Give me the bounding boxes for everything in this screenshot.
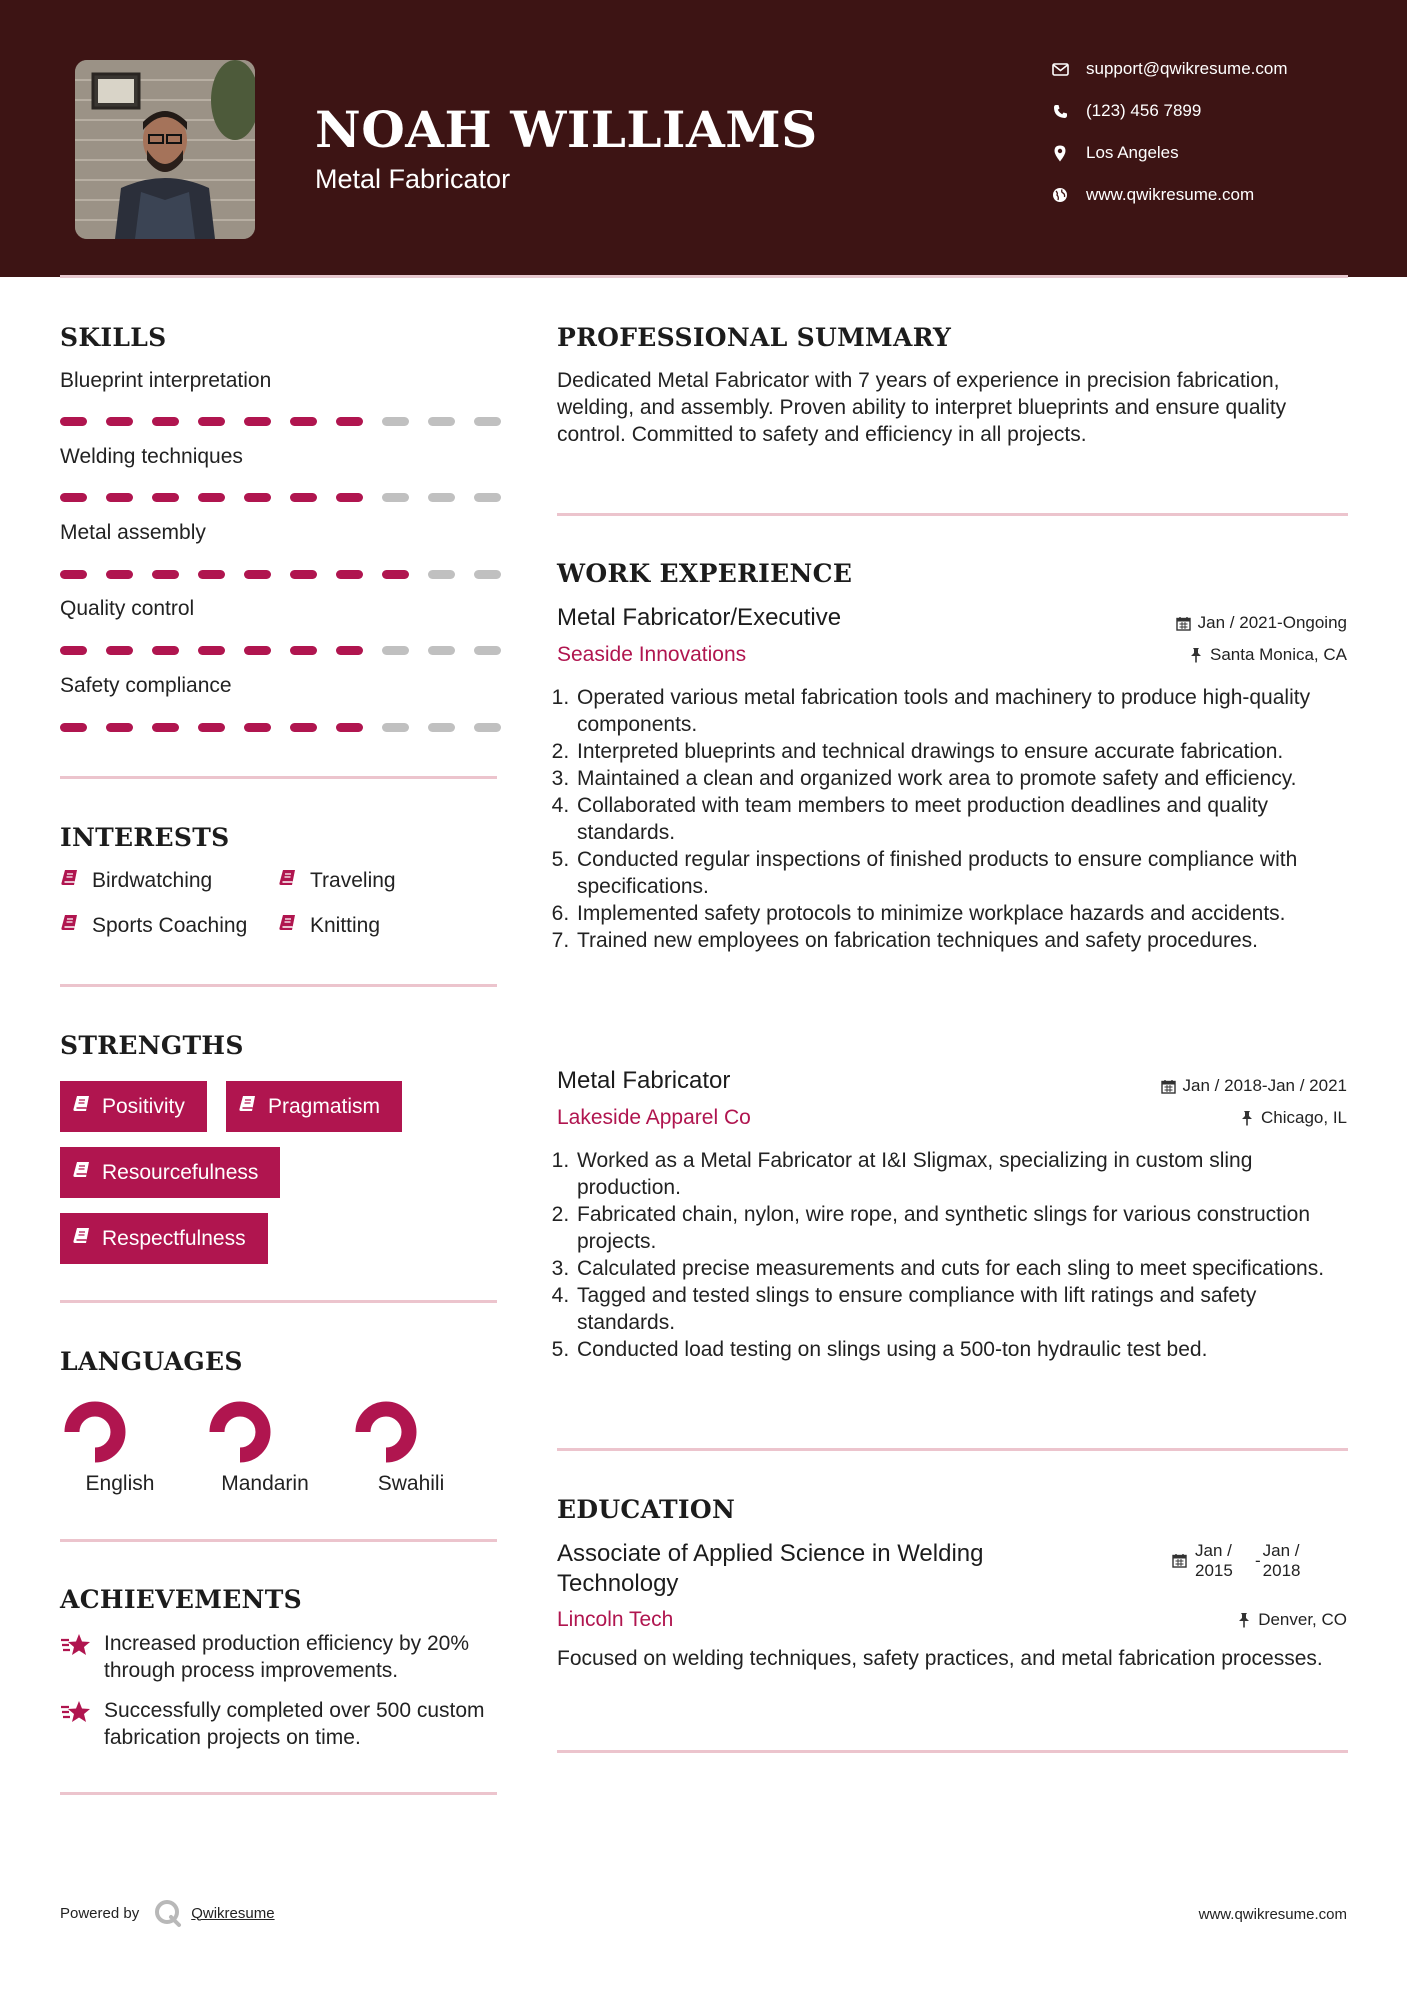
interest-item: [60, 868, 212, 893]
job-title: Metal Fabricator: [557, 1067, 731, 1094]
job-location: [1189, 645, 1347, 665]
section-divider: [557, 1448, 1348, 1451]
achievement-text: Successfully completed over 500 custom fabrication projects on time.: [104, 1699, 485, 1749]
education-start: [1195, 1541, 1247, 1581]
skill-dot-filled: [336, 493, 363, 502]
skill-rating: [60, 417, 501, 426]
skill-label: Metal assembly: [60, 521, 206, 544]
skill-dot-filled: [106, 723, 133, 732]
strength-tag: [60, 1147, 280, 1198]
achievement-item: [60, 1697, 500, 1751]
education-date-separator: -: [1255, 1551, 1261, 1570]
achievements-heading: ACHIEVEMENTS: [60, 1585, 302, 1614]
job-location-text: Santa Monica, CA: [1209, 645, 1347, 664]
skill-dot-empty: [382, 417, 409, 426]
skill-dot-filled: [60, 493, 87, 502]
interest-label: Traveling: [310, 868, 396, 892]
job-location: [1240, 1108, 1347, 1128]
candidate-role: Metal Fabricator: [315, 164, 511, 194]
duty-item: 7. Trained new employees on fabrication techniques and safety procedures.: [575, 927, 1352, 954]
language-label: Swahili: [377, 1472, 445, 1495]
contact-phone-text: (123) 456 7899: [1086, 101, 1202, 120]
section-divider: [60, 1539, 497, 1542]
duty-item: 2. Fabricated chain, nylon, wire rope, and synthetic slings for various construction projects.: [575, 1201, 1352, 1255]
strength-label: Positivity: [102, 1094, 185, 1118]
skills-heading: SKILLS: [60, 323, 167, 352]
skill-dot-filled: [336, 646, 363, 655]
duty-item: 6. Implemented safety protocols to minimize workplace hazards and accidents.: [575, 900, 1352, 927]
skill-dot-empty: [428, 493, 455, 502]
book-icon: [72, 1094, 92, 1119]
skill-dot-empty: [474, 646, 501, 655]
skill-dot-filled: [244, 646, 271, 655]
book-icon: [60, 868, 80, 893]
languages-heading: LANGUAGES: [60, 1347, 243, 1376]
skill-dot-filled: [336, 570, 363, 579]
skill-dot-empty: [428, 417, 455, 426]
interest-item: [278, 868, 396, 893]
skill-rating: [60, 570, 501, 579]
skill-dot-empty: [474, 493, 501, 502]
skill-dot-filled: [198, 570, 225, 579]
language-label: English: [85, 1472, 155, 1495]
company-name: Seaside Innovations: [557, 643, 747, 666]
school-name: Lincoln Tech: [557, 1608, 674, 1631]
skill-dot-empty: [382, 646, 409, 655]
book-icon: [238, 1094, 258, 1119]
skill-dot-filled: [106, 493, 133, 502]
skill-dot-filled: [106, 417, 133, 426]
job-title: Metal Fabricator/Executive: [557, 604, 842, 631]
contact-website[interactable]: [1050, 180, 1350, 210]
skill-dot-filled: [198, 646, 225, 655]
language-item: [200, 1398, 330, 1495]
strength-label: Resourcefulness: [102, 1160, 259, 1184]
education-location: [1237, 1610, 1347, 1630]
contact-email-text: support@qwikresume.com: [1086, 59, 1288, 78]
job-location-text: Chicago, IL: [1261, 1108, 1347, 1127]
skill-dot-empty: [428, 570, 455, 579]
skill-dot-filled: [152, 417, 179, 426]
skill-dot-empty: [428, 646, 455, 655]
interests-heading: INTERESTS: [60, 823, 230, 852]
skill-dot-filled: [244, 570, 271, 579]
skill-dot-empty: [382, 723, 409, 732]
skill-dot-filled: [290, 646, 317, 655]
contact-location: [1050, 138, 1350, 168]
education-start-year: 2015: [1195, 1561, 1233, 1580]
strengths-heading: STRENGTHS: [60, 1031, 244, 1060]
strength-label: Respectfulness: [102, 1226, 246, 1250]
pushpin-icon: [1237, 1612, 1251, 1628]
skill-dot-filled: [60, 646, 87, 655]
strength-tag: [60, 1081, 207, 1132]
skill-dot-filled: [290, 570, 317, 579]
strength-tag: [60, 1213, 268, 1264]
map-pin-icon: [1050, 143, 1070, 163]
pushpin-icon: [1189, 647, 1203, 663]
skill-dot-filled: [336, 417, 363, 426]
job-dates: [1176, 613, 1347, 633]
skill-dot-filled: [106, 570, 133, 579]
section-divider: [60, 1300, 497, 1303]
skill-dot-filled: [290, 493, 317, 502]
book-icon: [60, 913, 80, 938]
calendar-icon: [1161, 1079, 1176, 1094]
skill-label: Welding techniques: [60, 445, 243, 468]
contact-website-text: www.qwikresume.com: [1086, 185, 1255, 204]
section-divider: [557, 1750, 1348, 1753]
strength-tag: [226, 1081, 402, 1132]
skill-dot-filled: [244, 417, 271, 426]
envelope-icon: [1050, 59, 1070, 79]
duty-item: 2. Interpreted blueprints and technical drawings to ensure accurate fabrication.: [575, 738, 1352, 765]
interest-label: Knitting: [310, 913, 381, 937]
calendar-icon: [1172, 1553, 1187, 1568]
pushpin-icon: [1240, 1110, 1254, 1126]
language-item: [55, 1398, 185, 1495]
skill-dot-filled: [60, 417, 87, 426]
book-icon: [72, 1226, 92, 1251]
skill-dot-filled: [244, 493, 271, 502]
footer-powered-by: [60, 1898, 275, 1928]
language-ring: [363, 1409, 409, 1455]
degree-title: Associate of Applied Science in Welding Technology: [557, 1540, 984, 1597]
skill-dot-filled: [60, 570, 87, 579]
education-end-month: Jan /: [1262, 1541, 1300, 1560]
interest-item: [278, 913, 380, 938]
skill-dot-empty: [474, 723, 501, 732]
summary-text: Dedicated Metal Fabricator with 7 years of experience in precision fabrication, welding, and assembly. Proven ability to interpret blueprints and ensure quality control. Committed to safety and efficiency in all projects.: [557, 369, 1287, 446]
skill-rating: [60, 646, 501, 655]
education-location-text: Denver, CO: [1258, 1610, 1347, 1629]
qwikresume-link[interactable]: Qwikresume: [191, 1904, 275, 1922]
duty-item: 4. Tagged and tested slings to ensure compliance with lift ratings and safety standards.: [575, 1282, 1352, 1336]
interest-item: [60, 913, 247, 938]
skill-label: Blueprint interpretation: [60, 369, 272, 392]
job-duties: [557, 1147, 1352, 1363]
achievement-item: [60, 1630, 500, 1684]
profile-photo: [75, 60, 255, 239]
contact-phone[interactable]: [1050, 96, 1350, 126]
section-divider: [557, 513, 1348, 516]
skill-dot-filled: [198, 417, 225, 426]
skill-dot-filled: [336, 723, 363, 732]
skill-rating: [60, 723, 501, 732]
phone-icon: [1050, 101, 1070, 121]
company-name: Lakeside Apparel Co: [557, 1106, 751, 1129]
achievement-text: Increased production efficiency by 20% through process improvements.: [104, 1632, 469, 1682]
globe-icon: [1050, 185, 1070, 205]
skill-label: Safety compliance: [60, 674, 232, 697]
strength-label: Pragmatism: [268, 1094, 381, 1118]
skill-dot-empty: [382, 493, 409, 502]
skill-dot-filled: [106, 646, 133, 655]
skill-dot-empty: [474, 570, 501, 579]
job-dates-text: Jan / 2021-Ongoing: [1197, 613, 1347, 632]
book-icon: [278, 913, 298, 938]
header-divider: [60, 275, 1348, 278]
duty-item: 5. Conducted regular inspections of finished products to ensure compliance with specifications.: [575, 846, 1352, 900]
skill-dot-filled: [198, 493, 225, 502]
skill-label: Quality control: [60, 597, 195, 620]
skill-dot-filled: [152, 723, 179, 732]
language-item: [346, 1398, 476, 1495]
language-label: Mandarin: [221, 1472, 309, 1495]
education-dates: [1172, 1541, 1301, 1581]
job-dates-text: Jan / 2018-Jan / 2021: [1182, 1076, 1347, 1095]
section-divider: [60, 1792, 497, 1795]
language-ring: [217, 1409, 263, 1455]
job-duties: [557, 684, 1352, 954]
education-start-month: Jan /: [1195, 1541, 1232, 1560]
skill-dot-filled: [152, 493, 179, 502]
interest-label: Birdwatching: [92, 868, 213, 892]
skill-dot-filled: [198, 723, 225, 732]
skill-dot-filled: [60, 723, 87, 732]
education-heading: EDUCATION: [557, 1495, 736, 1524]
duty-item: 1. Worked as a Metal Fabricator at I&I Sligmax, specializing in custom sling production.: [575, 1147, 1352, 1201]
skill-dot-filled: [152, 646, 179, 655]
contact-location-text: Los Angeles: [1086, 143, 1179, 162]
job-dates: [1161, 1076, 1347, 1096]
education-end-year: 2018: [1262, 1561, 1301, 1580]
duty-item: 5. Conducted load testing on slings using a 500-ton hydraulic test bed.: [575, 1336, 1352, 1363]
duty-item: 1. Operated various metal fabrication tools and machinery to produce high-quality components.: [575, 684, 1352, 738]
skill-dot-filled: [152, 570, 179, 579]
calendar-icon: [1176, 616, 1191, 631]
powered-by-label: Powered by: [60, 1904, 140, 1922]
star-icon: [60, 1633, 92, 1684]
section-divider: [60, 984, 497, 987]
experience-heading: WORK EXPERIENCE: [557, 559, 853, 588]
skill-dot-filled: [290, 723, 317, 732]
summary-heading: PROFESSIONAL SUMMARY: [557, 323, 952, 352]
section-divider: [60, 776, 497, 779]
education-end: [1263, 1541, 1301, 1581]
interest-label: Sports Coaching: [92, 913, 248, 937]
candidate-name: NOAH WILLIAMS: [315, 100, 818, 159]
skill-dot-empty: [428, 723, 455, 732]
qwikresume-logo-icon: [153, 1898, 183, 1928]
duty-item: 3. Calculated precise measurements and cuts for each sling to meet specifications.: [575, 1255, 1352, 1282]
education-description: Focused on welding techniques, safety practices, and metal fabrication processes.: [557, 1647, 1323, 1670]
duty-item: 3. Maintained a clean and organized work area to promote safety and efficiency.: [575, 765, 1352, 792]
language-ring: [72, 1409, 118, 1455]
resume-header: [0, 0, 1407, 277]
book-icon: [278, 868, 298, 893]
book-icon: [72, 1160, 92, 1185]
contact-email[interactable]: [1050, 54, 1350, 84]
skill-dot-filled: [382, 570, 409, 579]
skill-dot-filled: [244, 723, 271, 732]
star-icon: [60, 1700, 92, 1751]
skill-rating: [60, 493, 501, 502]
duty-item: 4. Collaborated with team members to meet production deadlines and quality standards.: [575, 792, 1352, 846]
skill-dot-empty: [474, 417, 501, 426]
footer-website[interactable]: www.qwikresume.com: [1198, 1906, 1347, 1923]
skill-dot-filled: [290, 417, 317, 426]
